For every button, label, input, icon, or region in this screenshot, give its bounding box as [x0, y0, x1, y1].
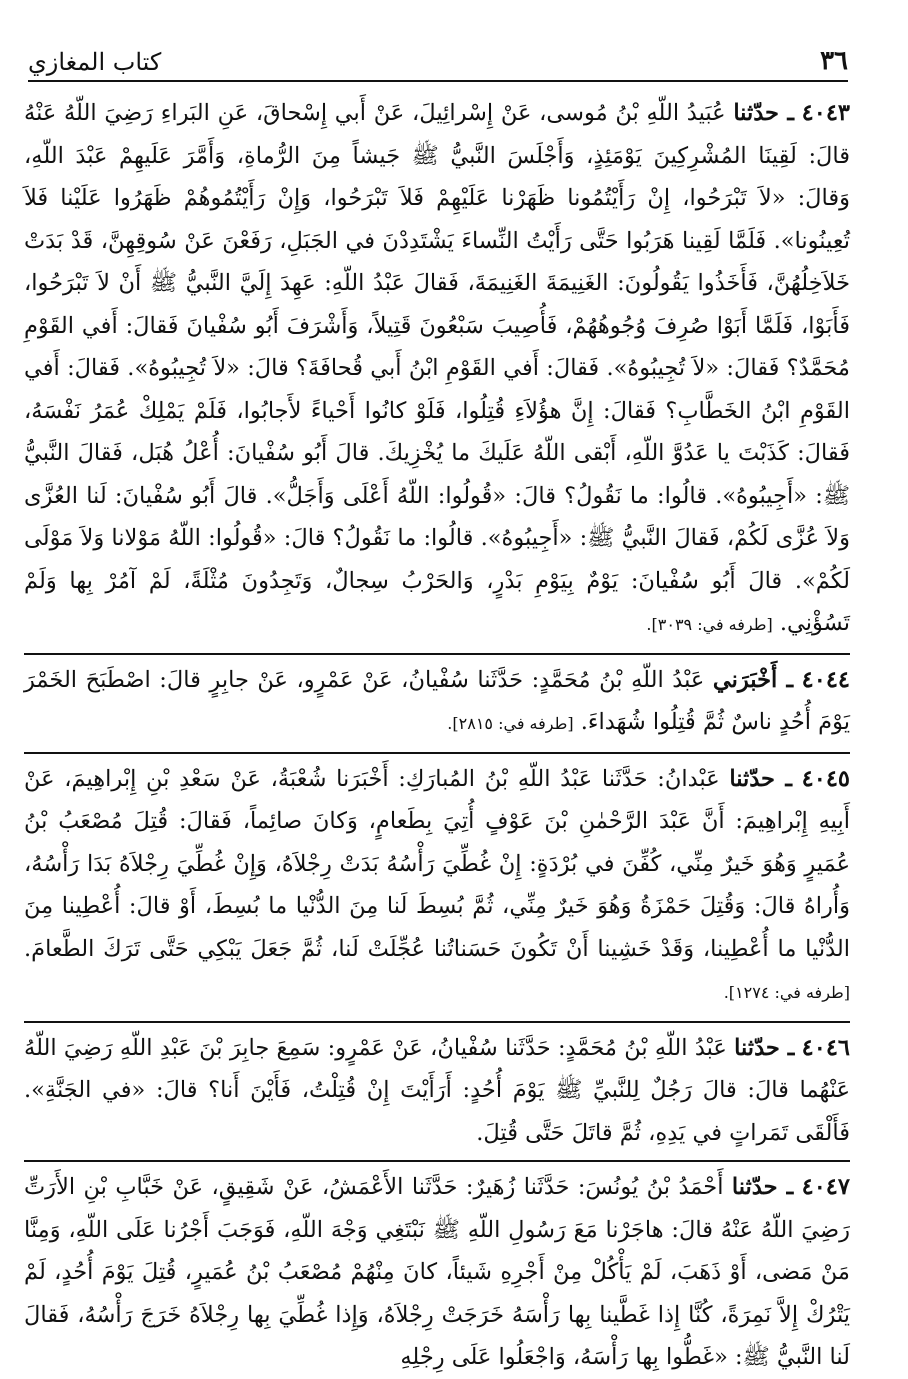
page-number: ٣٦ — [820, 46, 848, 76]
book-title: كتاب المغازي — [28, 48, 162, 76]
hadith-text: أَحْمَدُ بْنُ يُونُسَ: حَدَّثَنا زُهَيرٌ: حَدَّثَنا الأَعْمَشُ، عَنْ شَقِيقٍ، عَنْ خَبَّابِ بْنِ الأَرَتِّ رَضِيَ اللّهُ عَنْهُ قالَ: هاجَرْنا مَعَ رَسُولِ اللّهِ ﷺ نَبْتَغِي وَجْهَ اللّهِ، فَوَجَبَ أَجْرُنا عَلَى اللّهِ، وَمِنَّا مَنْ مَضى، أَوْ ذَهَبَ، لَمْ يَأْكُلْ مِنْ أَجْرِهِ شَيئاً، كانَ مِنْهُمْ مُصْعَبُ بْنُ عُمَيرٍ، قُتِلَ يَوْمَ أُحُدٍ، لَمْ يَتْرُكْ إِلاَّ نَمِرَةً، كُنَّا إِذا غَطَّينا بِها رَأْسَهُ خَرَجَتْ رِجْلاَهُ، وَإِذا غُطِّيَ بِها رِجْلاَهُ خَرَجَ رَأْسُهُ، فَقالَ لَنا النَّبيُّ ﷺ: «غَطُّوا بِها رَأْسَهُ، وَاجْعَلُوا عَلَى رِجْلِهِ — [24, 1174, 850, 1370]
hadith-4043 — [24, 92, 850, 647]
hadith-text: عَبْدانُ: حَدَّثَنا عَبْدُ اللّهِ بْنُ المُبارَكِ: أَخْبَرَنا شُعْبَةُ، عَنْ سَعْدِ بْنِ إِبْراهِيمَ، عَنْ أَبِيهِ إِبْراهِيمَ: أَنَّ عَبْدَ الرَّحْمٰنِ بْنَ عَوْفٍ أُتِيَ بِطَعامٍ، وَكانَ صائِماً، فَقالَ: قُتِلَ مُصْعَبُ بْنُ عُمَيرٍ وَهُوَ خَيرٌ مِنِّي، كُفِّنَ في بُرْدَةٍ: إِنْ غُطِّيَ رَأْسُهُ بَدَتْ رِجْلاَهُ، وَإِنْ غُطِّيَ رِجْلاَهُ بَدَا رَأْسُهُ، وَأُراهُ قالَ: وَقُتِلَ حَمْزَةُ وَهُوَ خَيرٌ مِنِّي، ثُمَّ بُسِطَ لَنا مِنَ الدُّنْيا ما بُسِطَ، أَوْ قالَ: أُعْطِينا مِنَ الدُّنْيا ما أُعْطِينا، وَقَدْ خَشِينا أَنْ تَكُونَ حَسَناتُنا عُجِّلَتْ لَنا، ثُمَّ جَعَلَ يَبْكِي حَتَّى تَرَكَ الطَّعامَ. — [24, 765, 850, 962]
hadith-4045 — [24, 758, 850, 1015]
section-divider — [24, 1021, 850, 1023]
section-divider — [24, 752, 850, 754]
hadith-text: عُبَيدُ اللّهِ بْنُ مُوسى، عَنْ إِسْرائِيلَ، عَنْ أَبي إِسْحاقَ، عَنِ البَراءِ رَضِيَ اللّهُ عَنْهُ قالَ: لَقِينَا المُشْرِكِينَ يَوْمَئِذٍ، وَأَجْلَسَ النَّبيُّ ﷺ جَيشاً مِنَ الرُّماةِ، وَأَمَّرَ عَلَيهِمْ عَبْدَ اللّهِ، وَقالَ: «لاَ تَبْرَحُوا، إِنْ رَأَيْتُمُونا ظَهَرْنا عَلَيْهِمْ فَلاَ تَبْرَحُوا، وَإِنْ رَأَيْتُمُوهُمْ ظَهَرُوا عَلَيْنا فَلاَ تُعِينُونا». فَلَمَّا لَقِينا هَرَبُوا حَتَّى رَأَيْتُ النِّساءَ يَشْتَدِدْنَ في الجَبَلِ، رَفَعْنَ عَنْ سُوقِهِنَّ، قَدْ بَدَتْ خَلاَخِلُهُنَّ، فَأَخَذُوا يَقُولُونَ: الغَنِيمَةَ الغَنِيمَةَ، فَقالَ عَبْدُ اللّهِ: عَهِدَ إِلَيَّ النَّبيُّ ﷺ أَنْ لاَ تَبْرَحُوا، فَأَبَوْا، فَلَمَّا أَبَوْا صُرِفَ وُجُوهُهُمْ، فَأُصِيبَ سَبْعُونَ قَتِيلاً، وَأَشْرَفَ أَبُو سُفْيانَ فَقالَ: أَفي القَوْمِ مُحَمَّدٌ؟ فَقالَ: «لاَ تُجِيبُوهُ». فَقالَ: أَفي القَوْمِ ابْنُ أَبي قُحافَةَ؟ قالَ: «لاَ تُجِيبُوهُ». فَقالَ: أَفي القَوْمِ ابْنُ الخَطَّابِ؟ فَقالَ: إِنَّ هؤُلاَءِ قُتِلُوا، فَلَوْ كانُوا أَحْياءً لأَجابُوا، فَلَمْ يَمْلِكْ عُمَرُ نَفْسَهُ، فَقالَ: كَذَبْتَ يا عَدُوَّ اللّهِ، أَبْقى اللّهُ عَلَيكَ ما يُخْزِيكَ. قالَ أَبُو سُفْيانَ: أُعْلُ هُبَل، فَقالَ النَّبيُّ ﷺ: «أَجِيبُوهُ». قالُوا: ما نَقُولُ؟ قالَ: «قُولُوا: اللّهُ أَعْلَى وَأَجَلُّ». قالَ أَبُو سُفْيانَ: لَنا العُزَّى وَلاَ عُزَّى لَكُمْ، فَقالَ النَّبيُّ ﷺ: «أَجِيبُوهُ». قالُوا: ما نَقُولُ؟ قالَ: «قُولُوا: اللّهُ مَوْلانا وَلاَ مَوْلَى لَكُمْ». قالَ أَبُو سُفْيانَ: يَوْمٌ بِيَوْمِ بَدْرٍ، وَالحَرْبُ سِجالٌ، وَتَجِدُونَ مُثْلَةً، لَمْ آمُرْ بِها وَلَمْ تَسُؤْنِي. — [24, 100, 850, 636]
hadith-intro: ـ أَخْبَرَني — [712, 666, 794, 693]
hadith-reference: [طرفه في: ٣٠٣٩]. — [646, 615, 773, 634]
hadith-text: عَبْدُ اللّهِ بْنُ مُحَمَّدٍ: حَدَّثَنا سُفْيانُ، عَنْ عَمْرٍو: سَمِعَ جابِرَ بْنَ عَبْدِ اللّهِ رَضِيَ اللّهُ عَنْهُما قالَ: قالَ رَجُلٌ لِلنَّبيِّ ﷺ يَوْمَ أُحُدٍ: أَرَأَيْتَ إِنْ قُتِلْتُ، فَأَيْنَ أَنا؟ قالَ: «في الجَنَّةِ». فَأَلْقَى تَمَراتٍ في يَدِهِ، ثُمَّ قاتَلَ حَتَّى قُتِلَ. — [24, 1034, 850, 1146]
hadith-text: عَبْدُ اللّهِ بْنُ مُحَمَّدٍ: حَدَّثَنا سُفْيانُ، عَنْ عَمْرٍو، عَنْ جابِرٍ قالَ: اصْطَبَحَ الخَمْرَ يَوْمَ أُحُدٍ ناسٌ ثُمَّ قُتِلُوا شُهَداءَ. — [24, 666, 850, 735]
hadith-number: ٤٠٤٤ — [801, 666, 851, 693]
hadith-intro: ـ حدّثنا — [731, 1174, 794, 1200]
hadith-intro: ـ حدّثنا — [729, 765, 792, 792]
hadith-number: ٤٠٤٧ — [801, 1174, 850, 1200]
hadith-reference: [طرفه في: ١٢٧٤]. — [723, 983, 850, 1002]
hadith-4044 — [24, 659, 850, 746]
hadith-number: ٤٠٤٣ — [801, 100, 850, 126]
hadith-intro: ـ حدّثنا — [733, 100, 794, 126]
hadith-intro: ـ حدّثنا — [734, 1034, 795, 1061]
section-divider — [24, 1160, 850, 1162]
hadith-reference: [طرفه في: ٢٨١٥]. — [447, 714, 574, 733]
page-header — [28, 38, 848, 82]
page-body — [24, 92, 851, 1370]
hadith-4047 — [24, 1166, 850, 1379]
hadith-number: ٤٠٤٥ — [801, 765, 851, 792]
section-divider — [24, 653, 850, 655]
hadith-number: ٤٠٤٦ — [801, 1034, 850, 1061]
hadith-4046 — [24, 1027, 850, 1155]
